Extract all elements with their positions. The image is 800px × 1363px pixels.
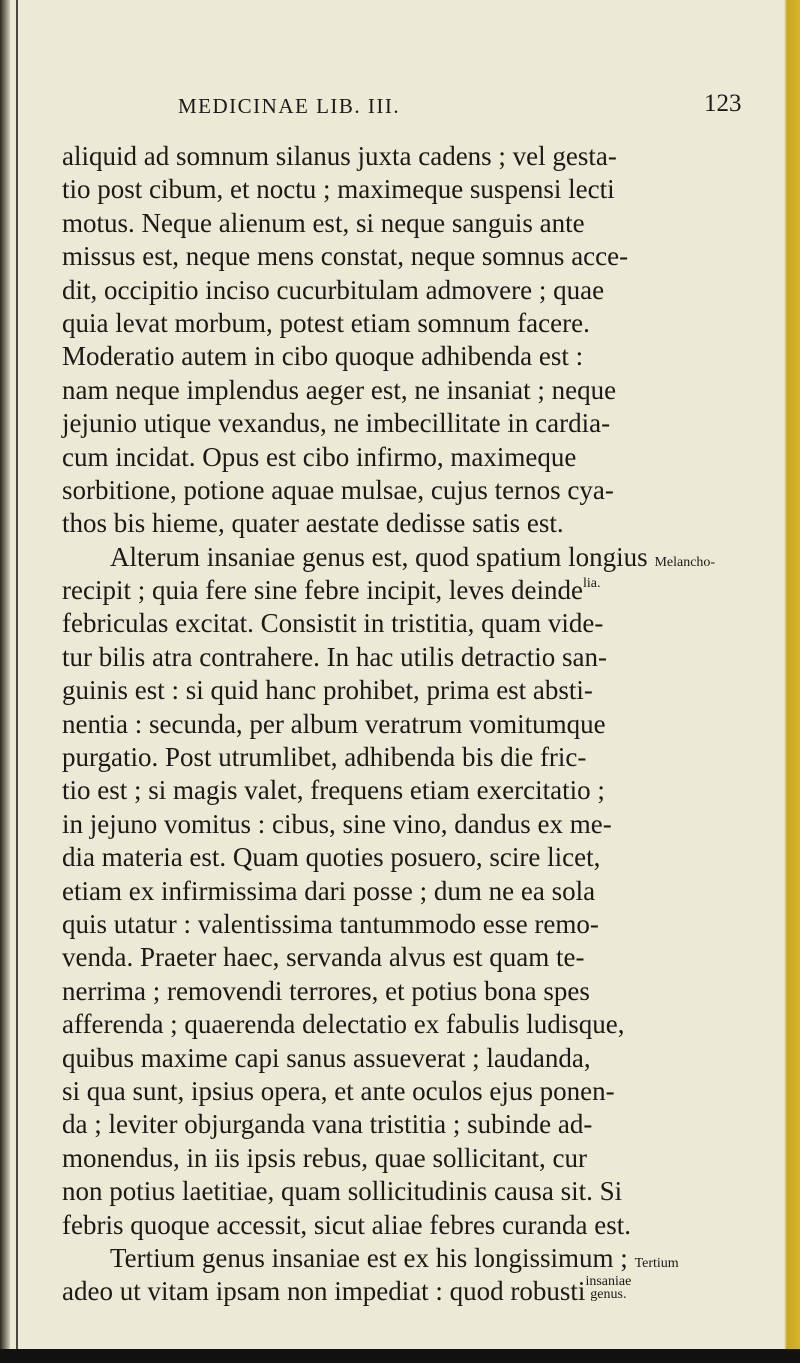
text-line: aliquid ad somnum silanus juxta cadens ; vel gesta- bbox=[62, 141, 617, 171]
text-line: thos bis hieme, quater aestate dedisse satis est. bbox=[62, 508, 564, 539]
text-line: motus. Neque alienum est, si neque sanguis ante bbox=[62, 207, 585, 238]
text-line: guinis est : si quid hanc prohibet, prima est absti- bbox=[62, 675, 593, 706]
text-line: jejunio utique vexandus, ne imbecillitate in cardia- bbox=[62, 408, 611, 439]
marginal-note-line: insaniae bbox=[585, 1274, 632, 1290]
text-line: dia materia est. Quam quoties posuero, scire licet, bbox=[62, 842, 601, 873]
text-line: si qua sunt, ipsius opera, et ante oculos ejus ponen- bbox=[62, 1075, 615, 1106]
text-line: nam neque implendus aeger est, ne insaniat ; neque bbox=[62, 374, 617, 405]
text-line: quia levat morbum, potest etiam somnum facere. bbox=[62, 307, 590, 338]
text-line: cum incidat. Opus est cibo infirmo, maximeque bbox=[62, 441, 577, 472]
text-line: nerrima ; removendi terrores, et potius bona spes bbox=[62, 975, 590, 1006]
text-line: quibus maxime capi sanus assueverat ; laudanda, bbox=[62, 1042, 591, 1073]
marginal-note-line: genus. bbox=[590, 1287, 627, 1303]
marginal-note-melancholia-end: lia. bbox=[583, 576, 601, 592]
marginal-note-tertium: Tertium bbox=[634, 1255, 679, 1271]
text-line-with-marginal bbox=[62, 541, 762, 574]
text-line: recipit ; quia fere sine febre incipit, leves deinde bbox=[62, 575, 584, 606]
page-right-edge bbox=[784, 0, 800, 1363]
marginal-note-tertium-stack bbox=[585, 1275, 631, 1301]
text-line: in jejuno vomitus : cibus, sine vino, dandus ex me- bbox=[62, 808, 612, 839]
text-line: febriculas excitat. Consistit in tristitia, quam vide- bbox=[62, 608, 604, 639]
text-line: febris quoque accessit, sicut aliae febres curanda est. bbox=[62, 1209, 632, 1240]
page-number: 123 bbox=[704, 90, 742, 117]
text-line-with-marginal bbox=[62, 1275, 762, 1308]
text-line: dit, occipitio inciso cucurbitulam admovere ; quae bbox=[62, 274, 605, 305]
text-line: da ; leviter objurganda vana tristitia ; subinde ad- bbox=[62, 1109, 593, 1140]
text-line: venda. Praeter haec, servanda alvus est quam te- bbox=[62, 942, 585, 973]
text-line: Moderatio autem in cibo quoque adhibenda est : bbox=[62, 341, 584, 372]
page-header bbox=[0, 90, 800, 124]
gutter-line bbox=[16, 0, 18, 1363]
text-line: missus est, neque mens constat, neque somnus acce- bbox=[62, 241, 629, 272]
page-left-edge bbox=[0, 0, 10, 1363]
text-line: Tertium genus insaniae est ex his longissimum ; bbox=[110, 1242, 628, 1273]
text-line: purgatio. Post utrumlibet, adhibenda bis die fric- bbox=[62, 742, 587, 773]
text-line: afferenda ; quaerenda delectatio ex fabulis ludisque, bbox=[62, 1009, 625, 1040]
text-line-with-marginal bbox=[62, 574, 762, 607]
body-text bbox=[62, 140, 762, 1309]
marginal-note-melancholia: Melancho- bbox=[654, 554, 716, 570]
text-line: quis utatur : valentissima tantummodo esse remo- bbox=[62, 908, 599, 939]
bottom-border bbox=[0, 1349, 800, 1363]
text-line: Alterum insaniae genus est, quod spatium longius bbox=[110, 541, 648, 572]
text-line: monendus, in iis ipsis rebus, quae sollicitant, cur bbox=[62, 1142, 587, 1173]
text-line: tio post cibum, et noctu ; maximeque suspensi lecti bbox=[62, 174, 615, 205]
text-line: sorbitione, potione aquae mulsae, cujus ternos cya- bbox=[62, 474, 614, 505]
text-line: non potius laetitiae, quam sollicitudinis causa sit. Si bbox=[62, 1176, 623, 1207]
running-title: MEDICINAE LIB. III. bbox=[178, 94, 401, 118]
text-line: tur bilis atra contrahere. In hac utilis detractio san- bbox=[62, 641, 608, 672]
text-line-with-marginal bbox=[62, 1242, 762, 1275]
text-line: tio est ; si magis valet, frequens etiam exercitatio ; bbox=[62, 775, 605, 806]
text-line: nentia : secunda, per album veratrum vomitumque bbox=[62, 708, 606, 739]
text-line: adeo ut vitam ipsam non impediat : quod robusti bbox=[62, 1276, 586, 1307]
text-line: etiam ex infirmissima dari posse ; dum ne ea sola bbox=[62, 875, 596, 906]
